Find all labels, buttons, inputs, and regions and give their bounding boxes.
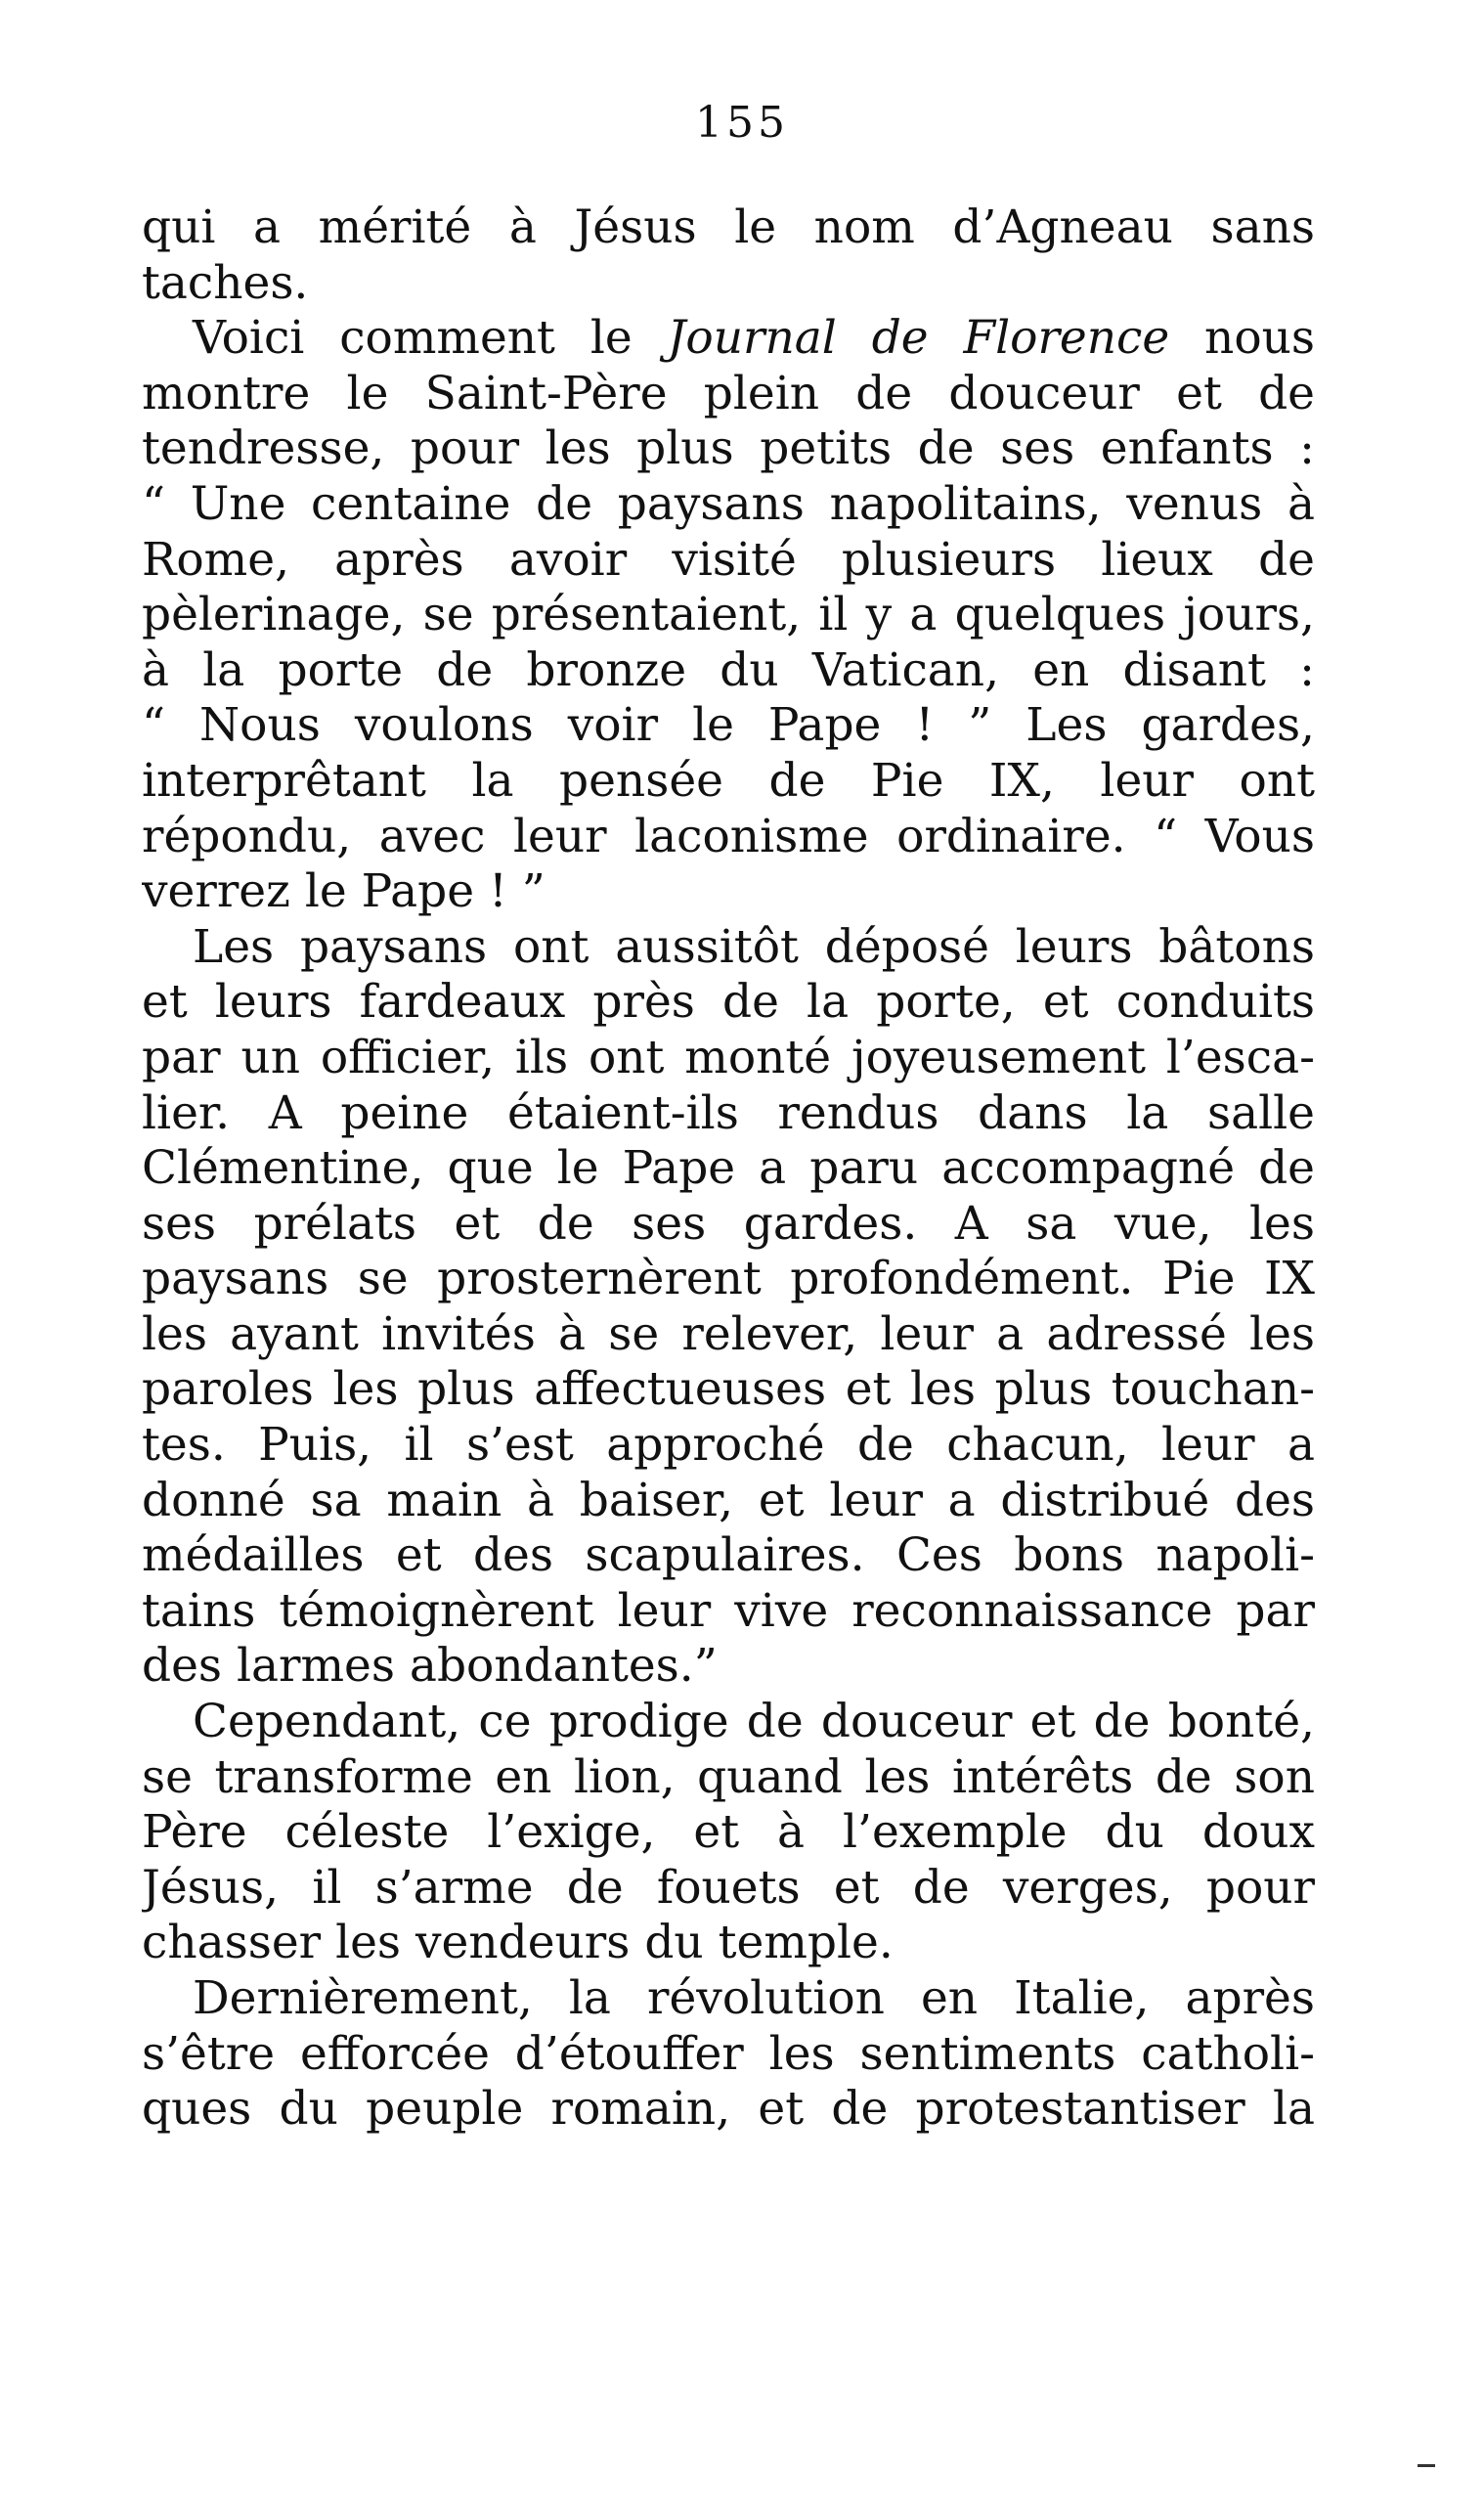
text-line: ques du peuple romain, et de protestantiser la (142, 2082, 1315, 2137)
margin-mark (1418, 2464, 1435, 2467)
text-line: paroles les plus affectueuses et les plus touchan- (142, 1362, 1315, 1417)
text-line: les ayant invités à se relever, leur a adressé les (142, 1306, 1315, 1361)
text-line: Les paysans ont aussitôt déposé leurs bâtons (193, 919, 1315, 974)
text-line: et leurs fardeaux près de la porte, et conduits (142, 975, 1315, 1030)
text-line: Voici comment le Journal de Florence nous (193, 311, 1315, 366)
text-line: “ Nous voulons voir le Pape ! ” Les gardes, (142, 698, 1315, 753)
text-line: à la porte de bronze du Vatican, en disant : (142, 642, 1315, 697)
text-line: qui a mérité à Jésus le nom d’Agneau sans (142, 200, 1315, 254)
text-line: tes. Puis, il s’est approché de chacun, leur a (142, 1418, 1315, 1473)
text-line: médailles et des scapulaires. Ces bons napoli- (142, 1528, 1315, 1583)
text-line: pèlerinage, se présentaient, il y a quelques jours, (142, 588, 1315, 642)
text-line: montre le Saint-Père plein de douceur et de (142, 366, 1315, 420)
text-line: donné sa main à baiser, et leur a distribué des (142, 1473, 1315, 1527)
text-line: lier. A peine étaient-ils rendus dans la salle (142, 1085, 1315, 1140)
text-line: interprêtant la pensée de Pie IX, leur ont (142, 753, 1315, 808)
text-line: répondu, avec leur laconisme ordinaire. “ Vous (142, 809, 1315, 863)
text-line: s’être efforcée d’étouffer les sentiments catholi- (142, 2026, 1315, 2081)
text-line: Cependant, ce prodige de douceur et de bonté, (193, 1695, 1315, 1749)
text-line: tains témoignèrent leur vive reconnaissance par (142, 1583, 1315, 1638)
text-line: chasser les vendeurs du temple. (142, 1916, 894, 1970)
text-line: Rome, après avoir visité plusieurs lieux de (142, 532, 1315, 587)
page-number: 155 (695, 98, 789, 148)
text-line: des larmes abondantes.” (142, 1639, 718, 1694)
journal-title: Journal de Florence (667, 311, 1170, 366)
text-line: par un officier, ils ont monté joyeusement l’esca- (142, 1030, 1315, 1084)
text-line: ses prélats et de ses gardes. A sa vue, les (142, 1196, 1315, 1251)
text-line: tendresse, pour les plus petits de ses enfants : (142, 421, 1315, 476)
text-line: Dernièrement, la révolution en Italie, après (193, 1971, 1315, 2025)
text-line: taches. (142, 255, 309, 310)
text-line: Clémentine, que le Pape a paru accompagné de (142, 1141, 1315, 1196)
text-line: Jésus, il s’arme de fouets et de verges, pour (142, 1860, 1315, 1915)
text-line: paysans se prosternèrent profondément. Pie IX (142, 1252, 1315, 1306)
text-line: Père céleste l’exige, et à l’exemple du doux (142, 1805, 1315, 1860)
body-text (142, 200, 1315, 2138)
text-line: verrez le Pape ! ” (142, 864, 546, 919)
text-line: “ Une centaine de paysans napolitains, venus à (142, 476, 1315, 531)
text-line: se transforme en lion, quand les intérêts de son (142, 1749, 1315, 1804)
